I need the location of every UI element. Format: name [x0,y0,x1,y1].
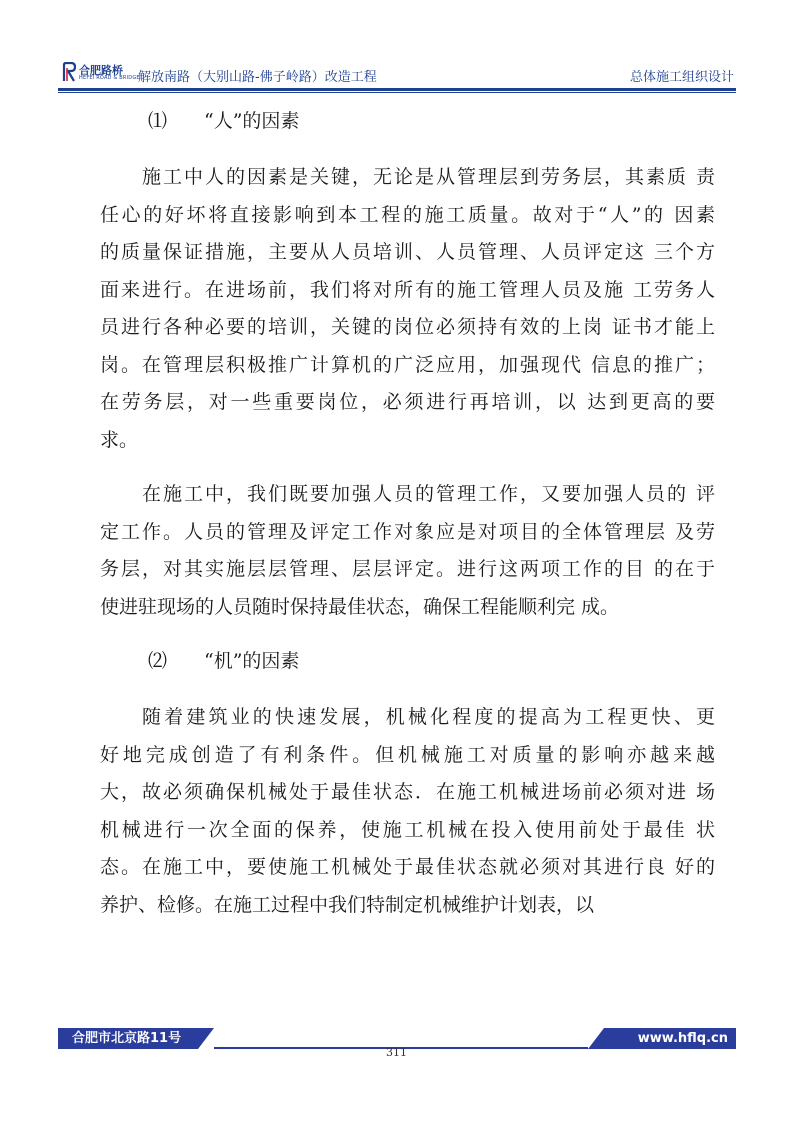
section-number: ⑴ [148,110,168,132]
section-number: ⑵ [148,650,168,672]
company-logo [62,62,140,84]
paragraph-line: 任心的好坏将直接影响到本工程的施工质量。故对于“人”的 因素 [100,203,715,226]
paragraph [100,476,715,626]
paragraph-line: 好地完成创造了有利条件。但机械施工对质量的影响亦越来越 [100,743,715,766]
paragraph-line: 在施工中，我们既要加强人员的管理工作，又要加强人员的 评 [142,483,715,505]
document-body [100,103,715,941]
footer-website: www.hflq.cn [604,1028,736,1049]
logo-text-en: HEFEI ROAD & BRIDGE [79,75,140,81]
paragraph-line: 定工作。人员的管理及评定工作对象应是对项目的全体管理层 及劳 [100,520,715,543]
logo-mark-icon [62,62,76,82]
section-heading-people [100,103,715,139]
paragraph-line: 面来进行。在进场前，我们将对所有的施工管理人员及施 工劳务人 [100,278,715,301]
footer-address: 合肥市北京路11号 [58,1028,198,1049]
paragraph [100,699,715,924]
project-title: 解放南路（大别山路-佛子岭路）改造工程 [138,70,377,85]
paragraph-line: 机械进行一次全面的保养，使施工机械在投入使用前处于最佳 状 [100,818,715,841]
paragraph-line: 员进行各种必要的培训，关键的岗位必须持有效的上岗 证书才能上 [100,316,715,338]
paragraph-line: 养护、检修。在施工过程中我们特制定机械维护计划表，以 [100,893,595,916]
section-heading-machines [100,643,715,679]
paragraph [100,159,715,459]
header-rule [58,88,736,91]
paragraph-line: 求。 [100,428,139,451]
section-title: “人”的因素 [204,110,300,132]
paragraph-line: 态。在施工中，要使施工机械处于最佳状态就必须对其进行良 好的 [100,856,715,878]
paragraph-line: 施工中人的因素是关键，无论是从管理层到劳务层，其素质 责 [142,166,715,188]
paragraph-line: 在劳务层，对一些重要岗位，必须进行再培训，以 达到更高的要 [100,391,715,413]
section-title: “机”的因素 [204,650,300,672]
logo-text-cn: 合肥路桥 [79,64,123,77]
paragraph-line: 大，故必须确保机械处于最佳状态．在施工机械进场前必须对进 场 [100,781,715,803]
page-number: 311 [386,1046,407,1059]
paragraph-line: 随着建筑业的快速发展，机械化程度的提高为工程更快、更 [142,706,715,728]
header-rule-thin [58,92,736,93]
paragraph-line: 使进驻现场的人员随时保持最佳状态，确保工程能顺利完 成。 [100,595,620,618]
paragraph-line: 的质量保证措施，主要从人员培训、人员管理、人员评定这 三个方 [100,241,715,263]
paragraph-line: 岗。在管理层积极推广计算机的广泛应用，加强现代 信息的推广； [100,353,715,376]
document-title: 总体施工组织设计 [629,70,734,85]
page-header [58,58,736,88]
paragraph-line: 务层，对其实施层层管理、层层评定。进行这两项工作的目 的在于 [100,558,715,580]
